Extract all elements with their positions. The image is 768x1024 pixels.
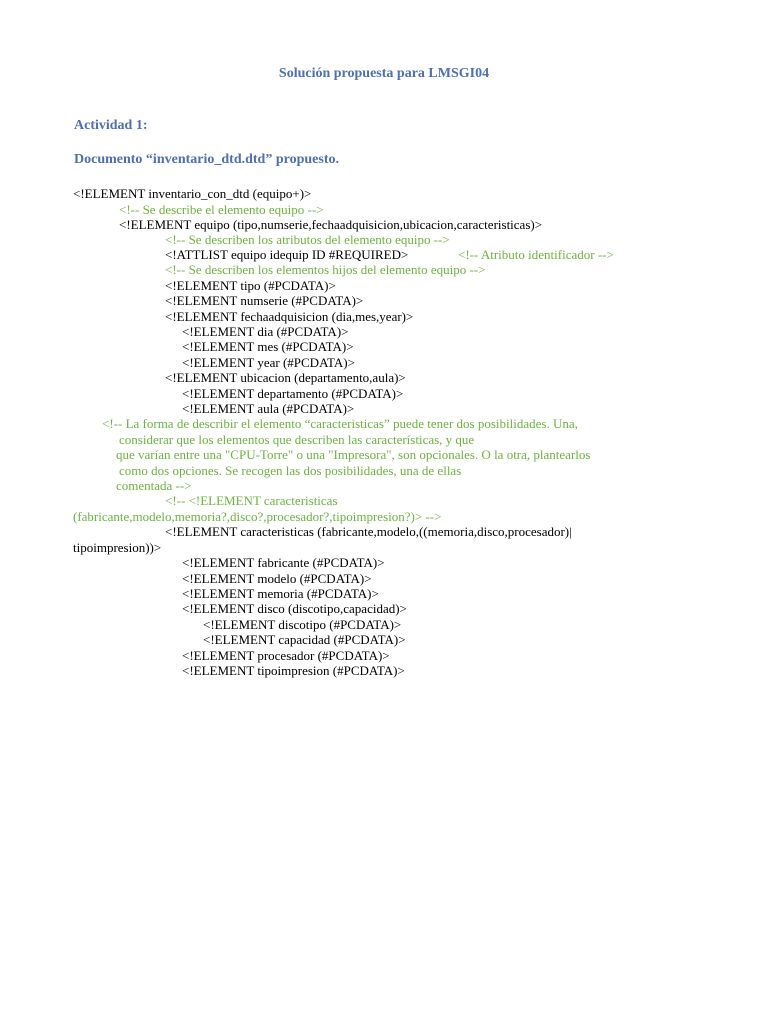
comment-line: <!-- <!ELEMENT caracteristicas	[165, 493, 338, 508]
comment-line: <!-- La forma de describir el elemento “caracteristicas” puede tener dos posibilidades. Una,	[102, 416, 578, 431]
code-line: <!ELEMENT numserie (#PCDATA)>	[165, 293, 364, 308]
code-line: <!ELEMENT departamento (#PCDATA)>	[182, 386, 404, 401]
code-line: <!ELEMENT tipo (#PCDATA)>	[165, 278, 336, 293]
code-line: <!ELEMENT disco (discotipo,capacidad)>	[182, 601, 407, 616]
comment-line: comentada -->	[116, 478, 192, 493]
code-line: <!ELEMENT mes (#PCDATA)>	[182, 339, 354, 354]
code-line: <!ELEMENT dia (#PCDATA)>	[182, 324, 349, 339]
code-line: <!ELEMENT ubicacion (departamento,aula)>	[165, 370, 406, 385]
code-line: <!ELEMENT fabricante (#PCDATA)>	[182, 555, 385, 570]
comment-line: <!-- Se describe el elemento equipo -->	[119, 202, 324, 217]
code-line: <!ELEMENT discotipo (#PCDATA)>	[203, 617, 402, 632]
comment-line: <!-- Se describen los atributos del elemento equipo -->	[165, 232, 450, 247]
code-line: <!ELEMENT aula (#PCDATA)>	[182, 401, 355, 416]
code-line: <!ELEMENT caracteristicas (fabricante,modelo,((memoria,disco,procesador)|	[165, 524, 572, 539]
comment-line: <!-- Se describen los elementos hijos del elemento equipo -->	[165, 262, 486, 277]
code-line: <!ATTLIST equipo idequip ID #REQUIRED>	[165, 247, 409, 262]
code-line: <!ELEMENT procesador (#PCDATA)>	[182, 648, 390, 663]
comment-line: <!-- Atributo identificador -->	[458, 247, 614, 262]
code-line: tipoimpresion))>	[73, 540, 162, 555]
code-line: <!ELEMENT tipoimpresion (#PCDATA)>	[182, 663, 405, 678]
comment-line: como dos opciones. Se recogen las dos posibilidades, una de ellas	[119, 463, 462, 478]
code-line: <!ELEMENT equipo (tipo,numserie,fechaadquisicion,ubicacion,caracteristicas)>	[119, 217, 543, 232]
comment-line: que varían entre una "CPU-Torre" o una "Impresora", son opcionales. O la otra, plantearlos	[116, 447, 591, 462]
code-line: <!ELEMENT memoria (#PCDATA)>	[182, 586, 379, 601]
comment-line: (fabricante,modelo,memoria?,disco?,procesador?,tipoimpresion?)> -->	[73, 509, 442, 524]
document-heading: Documento “inventario_dtd.dtd” propuesto.	[74, 152, 339, 167]
code-line: <!ELEMENT inventario_con_dtd (equipo+)>	[73, 186, 312, 201]
code-line: <!ELEMENT fechaadquisicion (dia,mes,year)>	[165, 309, 414, 324]
comment-line: considerar que los elementos que describen las características, y que	[119, 432, 475, 447]
code-line: <!ELEMENT capacidad (#PCDATA)>	[203, 632, 406, 647]
activity-heading: Actividad 1:	[74, 118, 148, 133]
page-title: Solución propuesta para LMSGI04	[278, 66, 490, 81]
code-line: <!ELEMENT year (#PCDATA)>	[182, 355, 355, 370]
code-line: <!ELEMENT modelo (#PCDATA)>	[182, 571, 372, 586]
